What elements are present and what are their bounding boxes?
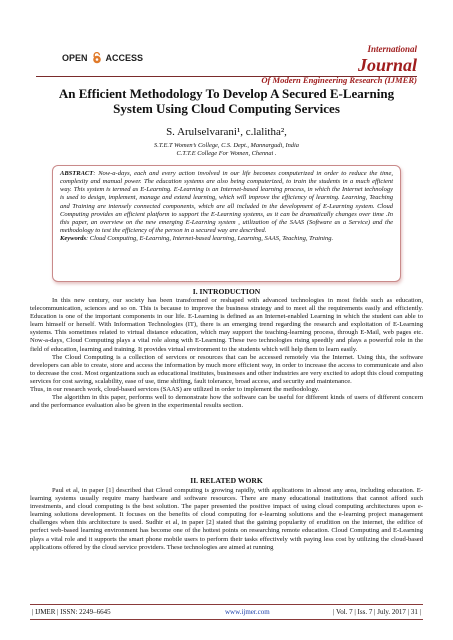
- abstract-box: [52, 165, 401, 282]
- keywords-label: Keywords: [60, 235, 86, 243]
- affiliation-1: S.T.E.T Women’s College, C.S. Dept., Mannargudi, India: [154, 142, 299, 149]
- affiliation-2: C.T.T.E College For Women, Chennai .: [176, 150, 277, 157]
- logo-word-access: ACCESS: [105, 53, 144, 63]
- logo-word-open: OPEN: [62, 53, 88, 63]
- journal-line-journal: Journal: [357, 55, 417, 75]
- page-footer: [30, 604, 423, 620]
- journal-line-name: Of Modern Engineering Research (IJMER): [261, 75, 417, 85]
- abstract-text: : Now-a-days, each and every action involved in our life becomes computerized in order to reduce the time, complexity and manual power. The education systems are also being computerized, to train the students in a much efficient way. This system is termed as E-Learning. E-Learning is an Internet-based learning process, in which the Internet technology is used to design, implement, manage and extend learning, which will improve the efficiency of learning. Learning, Teaching and Training are intensely connected components, which are all included in the development of E-Learning system. Cloud Computing provides an efficient platform to support the E-Learning systems, as it can be dramatically changes over time .In this paper, an overview on the new emerging E-Learning system , utilization of the SAAS (Software as a Service) and the methodology to test the efficiency of the person in a secured way are described.: [60, 170, 393, 235]
- related-body: [30, 487, 423, 552]
- keywords-text: : Cloud Computing, E-Learning, Internet-based learning, Learning, SAAS, Teaching, Training.: [86, 235, 334, 243]
- related-paragraph-1: Paul et al, in paper [1] described that Cloud computing is growing rapidly, with applications in almost any area, including education. E-learning systems usually require many hardware and software resources. There are many educational institutions that cannot afford such investments, and cloud computing is the best solution. The paper presented the positive impact of using cloud computing architectures upon e-learning solutions development. It focuses on the benefits of cloud computing for e-learning solutions and the e-learning project management challenges when this architecture is used. Sudhir et al, in paper [2] stated that the gaining popularity of erudition on the internet, the edifice of perfect web-based learning environment has become one of the hottest points on researching remote education. Cloud Computing and E-Learning plays a vital role and it supports the smart phone mobile users to perform their tasks effectively with paying less cost by utilizing the cloud-based applications offered by the cloud service providers. These technologies are aimed at running: [30, 487, 423, 551]
- journal-masthead: [261, 44, 417, 85]
- paper-authors: S. Arulselvarani¹, c.lalitha²,: [166, 126, 287, 138]
- journal-line-international: International: [367, 44, 417, 54]
- footer-issn: | IJMER | ISSN: 2249–6645: [32, 608, 111, 616]
- footer-volume-page: | Vol. 7 | Iss. 7 | July. 2017 | 31 |: [333, 608, 421, 616]
- intro-paragraph-4: The algorithm in this paper, performs well to demonstrate how the software can be useful for different kinds of users of different concern and the performance evaluation also be given in the experimental results section.: [30, 394, 423, 410]
- paper-title: An Efficient Methodology To Develop A Secured E-Learning System Using Cloud Computing Services: [58, 86, 395, 116]
- open-access-logo: [62, 50, 143, 66]
- related-heading: II. RELATED WORK: [190, 476, 263, 485]
- intro-paragraph-1: In this new century, our society has been transformed or reshaped with advanced technologies in most fields such as education, telecommunication, sciences and so on. This is because to improve the business strategy and to meet all the requirements easily and efficiently. Education is one of the important components in our life. E-Learning is defined as an Internet-enabled Learning in which the student can able to learn himself or herself. With Information Technologies (IT), there is an emerging trend regarding the research and exploitation of E-Learning systems. This sometimes related to virtual distance education, which may support the teaching-learning process, through E-Mail, web pages etc. Now-a-days, Cloud Computing plays a vital role along with E-Learning. These two technologies rising speedily and plays a powerful role in the field of education, learning and training. It provides virtual environment to the students which will help them to learn easily.: [30, 297, 423, 353]
- abstract-label: ABSTRACT: [60, 170, 94, 177]
- open-lock-icon: [91, 52, 103, 64]
- intro-paragraph-3: Thus, in our research work, cloud-based services (SAAS) are utilized in order to implement the methodology.: [30, 386, 320, 394]
- intro-body: [30, 297, 423, 410]
- header-divider: [36, 76, 417, 77]
- intro-paragraph-2: The Cloud Computing is a collection of services or resources that can be accessed remotely via the Internet. Using this, the software developers can able to create, store and access the information by much more efficient way, in order to increase the access to communicate and also to decrease the cost. Most organizations such as educational institutes, businesses and other industries are very excited to adopt this cloud computing services for cost saving, scalability, ease of use, time shifting, fault tolerance, broad access, and security and maintenance.: [30, 353, 423, 385]
- intro-heading: I. INTRODUCTION: [192, 287, 261, 296]
- footer-website-link[interactable]: www.ijmer.com: [225, 608, 270, 616]
